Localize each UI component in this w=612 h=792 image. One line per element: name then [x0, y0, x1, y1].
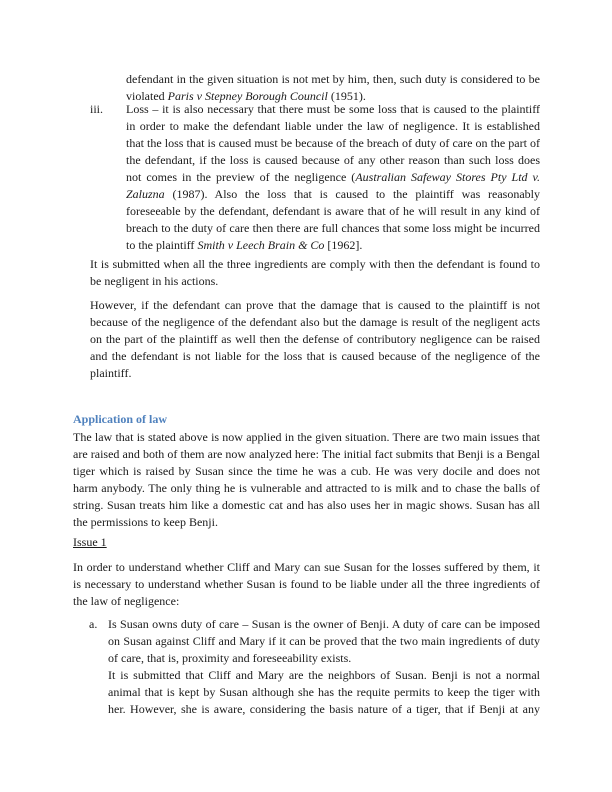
list-marker-a: a. — [89, 617, 98, 631]
loss-text-1: Loss – it is also necessary that there must be some loss that is caused to the plaintiff in order to make the defendant liable under the law of negligence. It is established that the loss that is caused must be because of the breach of duty of care on the part of the defendant, if the loss is caused because of any other reason than such loss does not comes in the preview of the negligence ( — [126, 102, 540, 184]
issue-paragraph: In order to understand whether Cliff and Mary can sue Susan for the losses suffered by them, it is necessary to understand whether Susan is found to be liable under all the three ingredients of the law of negligence: — [73, 560, 540, 608]
however-paragraph: However, if the defendant can prove that the damage that is caused to the plaintiff is not because of the negligence of the defendant also but the damage is result of the negligent acts on the part of the plaintiff as well then the defense of contributory negligence can be raised and the defendant is not liable for the loss that is caused because of the negligence of the plaintiff. — [90, 298, 540, 380]
issue-label: Issue 1 — [73, 535, 107, 549]
continuation-text: defendant in the given situation is not met by him, then, such duty is considered to be violated — [126, 72, 540, 103]
list-item-neighbors: It is submitted that Cliff and Mary are the neighbors of Susan. Benji is not a normal animal that is kept by Susan although she has the requite permits to keep the tiger with her. However, she is aware, considering the basis nature of a tiger, that if Benji at any — [108, 668, 540, 716]
case-citation: Paris v Stepney Borough Council — [167, 89, 328, 103]
list-item-duty-of-care: Is Susan owns duty of care – Susan is the owner of Benji. A duty of care can be imposed on Susan against Cliff and Mary if it can be proved that the two main ingredients of duty of care, that is, proximity and foreseeability exists. — [108, 617, 540, 665]
section-heading: Application of law — [73, 412, 168, 426]
list-marker-iii: iii. — [90, 102, 104, 116]
loss-text-2: (1987). Also the loss that is caused to the plaintiff was reasonably foreseeable by the defendant, defendant is aware that of he will result in any kind of breach to the duty of care then there are full chances that some loss might be incurred to the plaintiff — [126, 187, 540, 252]
submitted-paragraph: It is submitted when all the three ingredients are comply with then the defendant is found to be negligent in his actions. — [90, 257, 540, 288]
continuation-paragraph — [126, 71, 540, 105]
case-citation: Australian Safeway Stores Pty Ltd v. Zaluzna — [126, 170, 540, 201]
application-paragraph: The law that is stated above is now applied in the given situation. There are two main issues that are raised and both of them are now analyzed here: The initial fact submits that Benji is a Bengal tiger which is raised by Susan since the time he was a cub. He was very docile and does not harm anybody. The only thing he is vulnerable and attracted to is milk and to chase the balls of string. Susan treats him like a domestic cat and has also uses her in magic shows. Susan has all the permissions to keep Benji. — [73, 430, 540, 529]
continuation-year: (1951). — [327, 89, 366, 103]
list-item-loss — [126, 101, 540, 254]
case-citation: Smith v Leech Brain & Co — [197, 238, 325, 252]
loss-text-3: [1962]. — [324, 238, 363, 252]
